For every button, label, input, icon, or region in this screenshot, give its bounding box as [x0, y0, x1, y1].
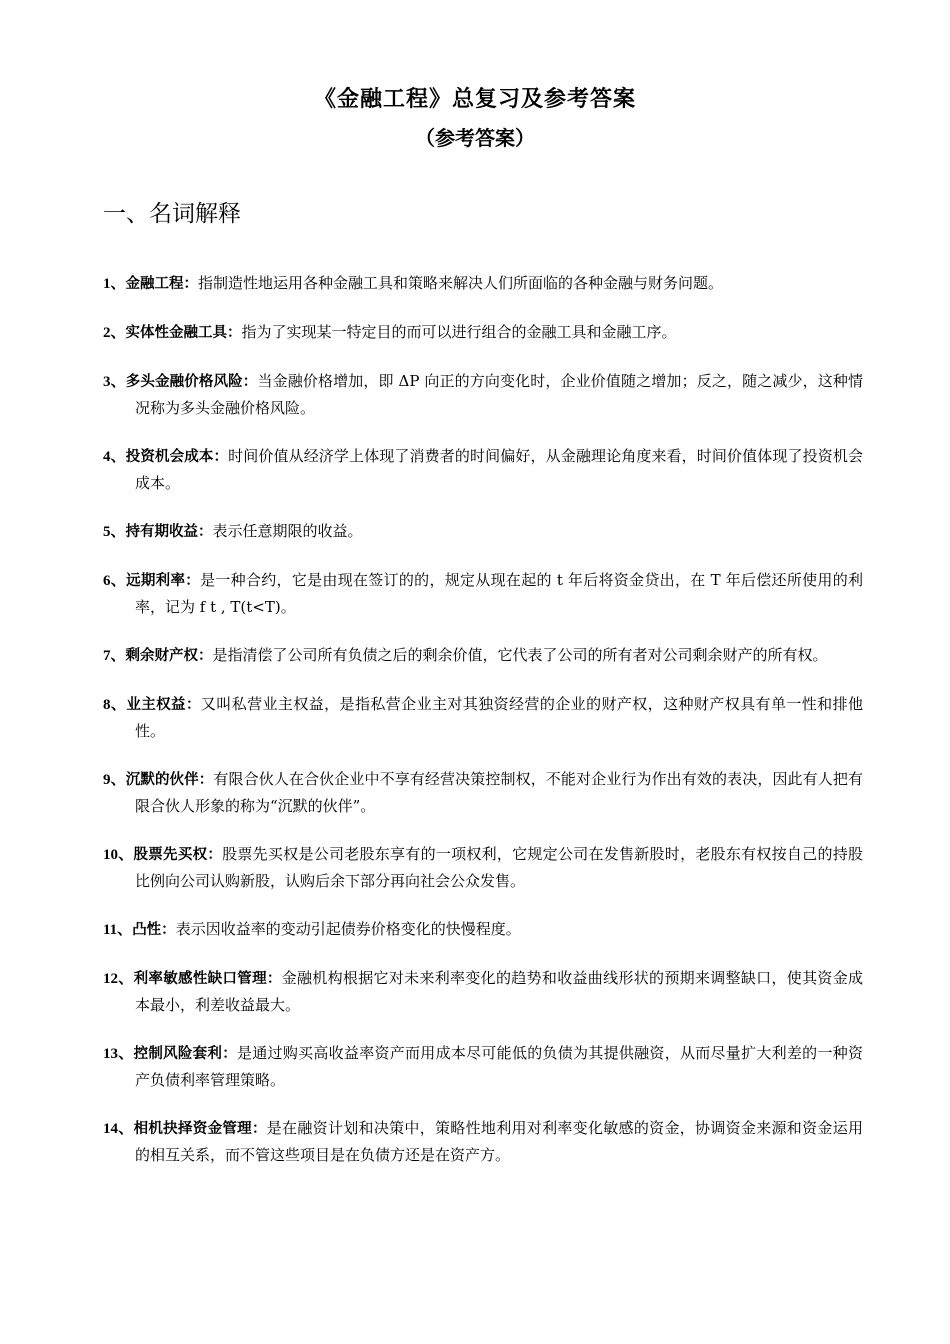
item-definition: 是一种合约，它是由现在签订的的，规定从现在起的 t 年后将资金贷出，在 T 年后偿还所使用的利率，记为 f t , T(t<T)。	[135, 571, 864, 616]
item-term: 凸性：	[132, 922, 176, 938]
definition-item	[103, 368, 863, 421]
item-definition: 时间价值从经济学上体现了消费者的时间偏好，从金融理论角度来看，时间价值体现了投资机会成本。	[135, 447, 863, 492]
item-term: 剩余财产权：	[125, 648, 213, 664]
item-definition: 是通过购买高收益率资产而用成本尽可能低的负债为其提供融资，从而尽量扩大利差的一种资产负债利率管理策略。	[135, 1044, 863, 1089]
item-number: 10、	[103, 847, 134, 863]
item-term: 持有期收益：	[125, 524, 213, 540]
item-definition: 是指清偿了公司所有负债之后的剩余价值，它代表了公司的所有者对公司剩余财产的所有权。	[212, 646, 828, 664]
item-definition: 股票先买权是公司老股东享有的一项权利，它规定公司在发售新股时，老股东有权按自己的持股比例向公司认购新股，认购后余下部分再向社会公众发售。	[135, 845, 863, 890]
item-term: 利率敏感性缺口管理：	[133, 971, 282, 987]
item-number: 3、	[103, 374, 126, 390]
item-number: 8、	[103, 697, 127, 713]
item-number: 9、	[103, 772, 126, 788]
definition-item	[103, 691, 863, 744]
item-definition: 指为了实现某一特定目的而可以进行组合的金融工具和金融工序。	[241, 323, 677, 341]
item-number: 2、	[103, 325, 126, 341]
definition-item	[103, 518, 863, 545]
item-number: 1、	[103, 276, 126, 292]
item-definition: 表示任意期限的收益。	[212, 522, 363, 540]
definition-list	[103, 270, 863, 1190]
definition-item	[103, 443, 863, 496]
document-subtitle: （参考答案）	[415, 126, 535, 150]
item-number: 4、	[103, 449, 126, 465]
definition-item	[103, 841, 863, 894]
item-definition: 又叫私营业主权益，是指私营企业主对其独资经营的企业的财产权，这种财产权具有单一性和排他性。	[135, 695, 863, 740]
definition-item	[103, 1115, 863, 1168]
item-term: 业主权益：	[126, 697, 201, 713]
definition-item	[103, 965, 863, 1018]
item-definition: 当金融价格增加，即 ΔP 向正的方向变化时，企业价值随之增加；反之，随之减少，这种情况称为多头金融价格风险。	[135, 372, 864, 417]
item-term: 远期利率：	[126, 573, 201, 589]
item-number: 13、	[103, 1046, 134, 1062]
definition-item	[103, 916, 863, 943]
item-definition: 指制造性地运用各种金融工具和策略来解决人们所面临的各种金融与财务问题。	[198, 274, 724, 292]
item-number: 7、	[103, 648, 126, 664]
item-term: 控制风险套利：	[133, 1046, 237, 1062]
item-definition: 金融机构根据它对未来利率变化的趋势和收益曲线形状的预期来调整缺口，使其资金成本最小，利差收益最大。	[135, 969, 863, 1014]
definition-item	[103, 1040, 863, 1093]
item-number: 14、	[103, 1121, 134, 1137]
item-term: 实体性金融工具：	[125, 325, 242, 341]
item-number: 6、	[103, 573, 127, 589]
item-definition: 有限合伙人在合伙企业中不享有经营决策控制权，不能对企业行为作出有效的表决，因此有人把有限合伙人形象的称为“沉默的伙伴”。	[135, 770, 863, 815]
definition-item	[103, 766, 863, 819]
item-definition: 表示因收益率的变动引起债券价格变化的快慢程度。	[175, 920, 521, 938]
item-term: 多头金融价格风险：	[125, 374, 258, 390]
item-term: 沉默的伙伴：	[125, 772, 214, 788]
section-heading: 一、名词解释	[103, 201, 241, 227]
definition-item	[103, 270, 863, 297]
definition-item	[103, 319, 863, 346]
item-term: 投资机会成本：	[125, 449, 229, 465]
document-title: 《金融工程》总复习及参考答案	[313, 86, 636, 112]
item-number: 12、	[103, 971, 134, 987]
definition-item	[103, 567, 863, 620]
item-number: 11、	[103, 922, 133, 938]
definition-item	[103, 642, 863, 669]
item-term: 相机抉择资金管理：	[133, 1121, 267, 1137]
item-definition: 是在融资计划和决策中，策略性地利用对利率变化敏感的资金，协调资金来源和资金运用的相互关系，而不管这些项目是在负债方还是在资产方。	[135, 1119, 863, 1164]
item-term: 股票先买权：	[133, 847, 223, 863]
item-number: 5、	[103, 524, 126, 540]
item-term: 金融工程：	[125, 276, 199, 292]
